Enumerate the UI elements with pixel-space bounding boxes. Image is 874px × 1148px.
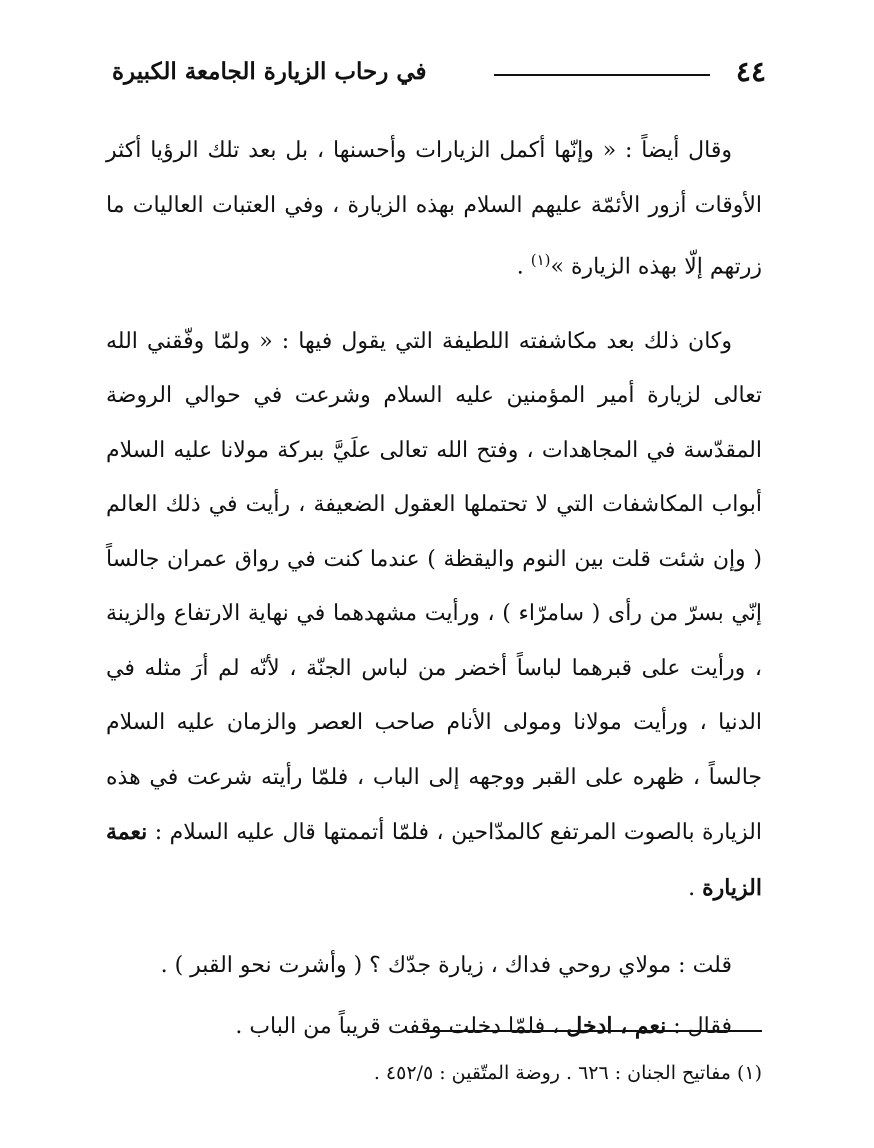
paragraph-4-start: فقال : [673, 1014, 732, 1040]
paragraph-1-end: . [516, 254, 524, 280]
footnote-text: مفاتيح الجنان : ٦٢٦ . روضة المتّقين : ٤٥٢/٥ . [373, 1062, 731, 1084]
paragraph-4-end: ، فلمّا دخلت وقفت قريباً من الباب . [235, 1014, 560, 1040]
running-title: في رحاب الزيارة الجامعة الكبيرة [112, 58, 427, 85]
paragraph-2-bold: نعمة الزيارة [106, 819, 762, 901]
page-number: ٤٤ [735, 55, 766, 88]
footnote [200, 1058, 762, 1088]
body-text [106, 124, 762, 1057]
paragraph-2-end: . [688, 875, 696, 901]
paragraph-4 [106, 996, 762, 1057]
paragraph-2-text: وكان ذلك بعد مكاشفته اللطيفة التي يقول فيها : « ولمّا وفّقني الله تعالى لزيارة أمير المؤمنين عليه السلام وشرعت في حوالي الروضة المقدّسة في المجاهدات ، وفتح الله تعالى علَيَّ ببركة مولانا عليه السلام أبواب المكاشفات التي لا تحتملها العقول الضعيفة ، رأيت في ذلك العالم ( وإن شئت قلت بين النوم واليقظة ) عندما كنت في رواق عمران جالساً إنّي بسرّ من رأى ( سامرّاء ) ، ورأيت مشهدهما في نهاية الارتفاع والزينة ، ورأيت على قبرهما لباساً أخضر من لباس الجنّة ، لأنّه لم أرَ مثله في الدنيا ، ورأيت مولانا ومولى الأنام صاحب العصر والزمان عليه السلام جالساً ، ظهره على القبر ووجهه إلى الباب ، فلمّا رأيته شرعت في هذه الزيارة بالصوت المرتفع كالمدّاحين ، فلمّا أتممتها قال عليه السلام : [106, 328, 762, 846]
paragraph-1 [106, 124, 762, 295]
paragraph-3 [106, 936, 762, 996]
page-header [112, 52, 766, 92]
footnote-marker: (١) [736, 1062, 762, 1084]
paragraph-2 [106, 315, 762, 917]
footnote-reference: (١) [530, 251, 551, 269]
header-rule [494, 74, 710, 76]
paragraph-3-text: قلت : مولاي روحي فداك ، زيارة جدّك ؟ ( وأشرت نحو القبر ) . [160, 953, 732, 979]
footnote-rule [426, 1030, 762, 1032]
paragraph-4-bold: نعم ، ادخل [566, 1013, 667, 1040]
paragraph-1-text: وقال أيضاً : « وإنّها أكمل الزيارات وأحسنها ، بل بعد تلك الرؤيا أكثر الأوقات أزور الأئمّة عليهم السلام بهذه الزيارة ، وفي العتبات العاليات ما زرتهم إلّا بهذه الزيارة » [106, 138, 762, 280]
